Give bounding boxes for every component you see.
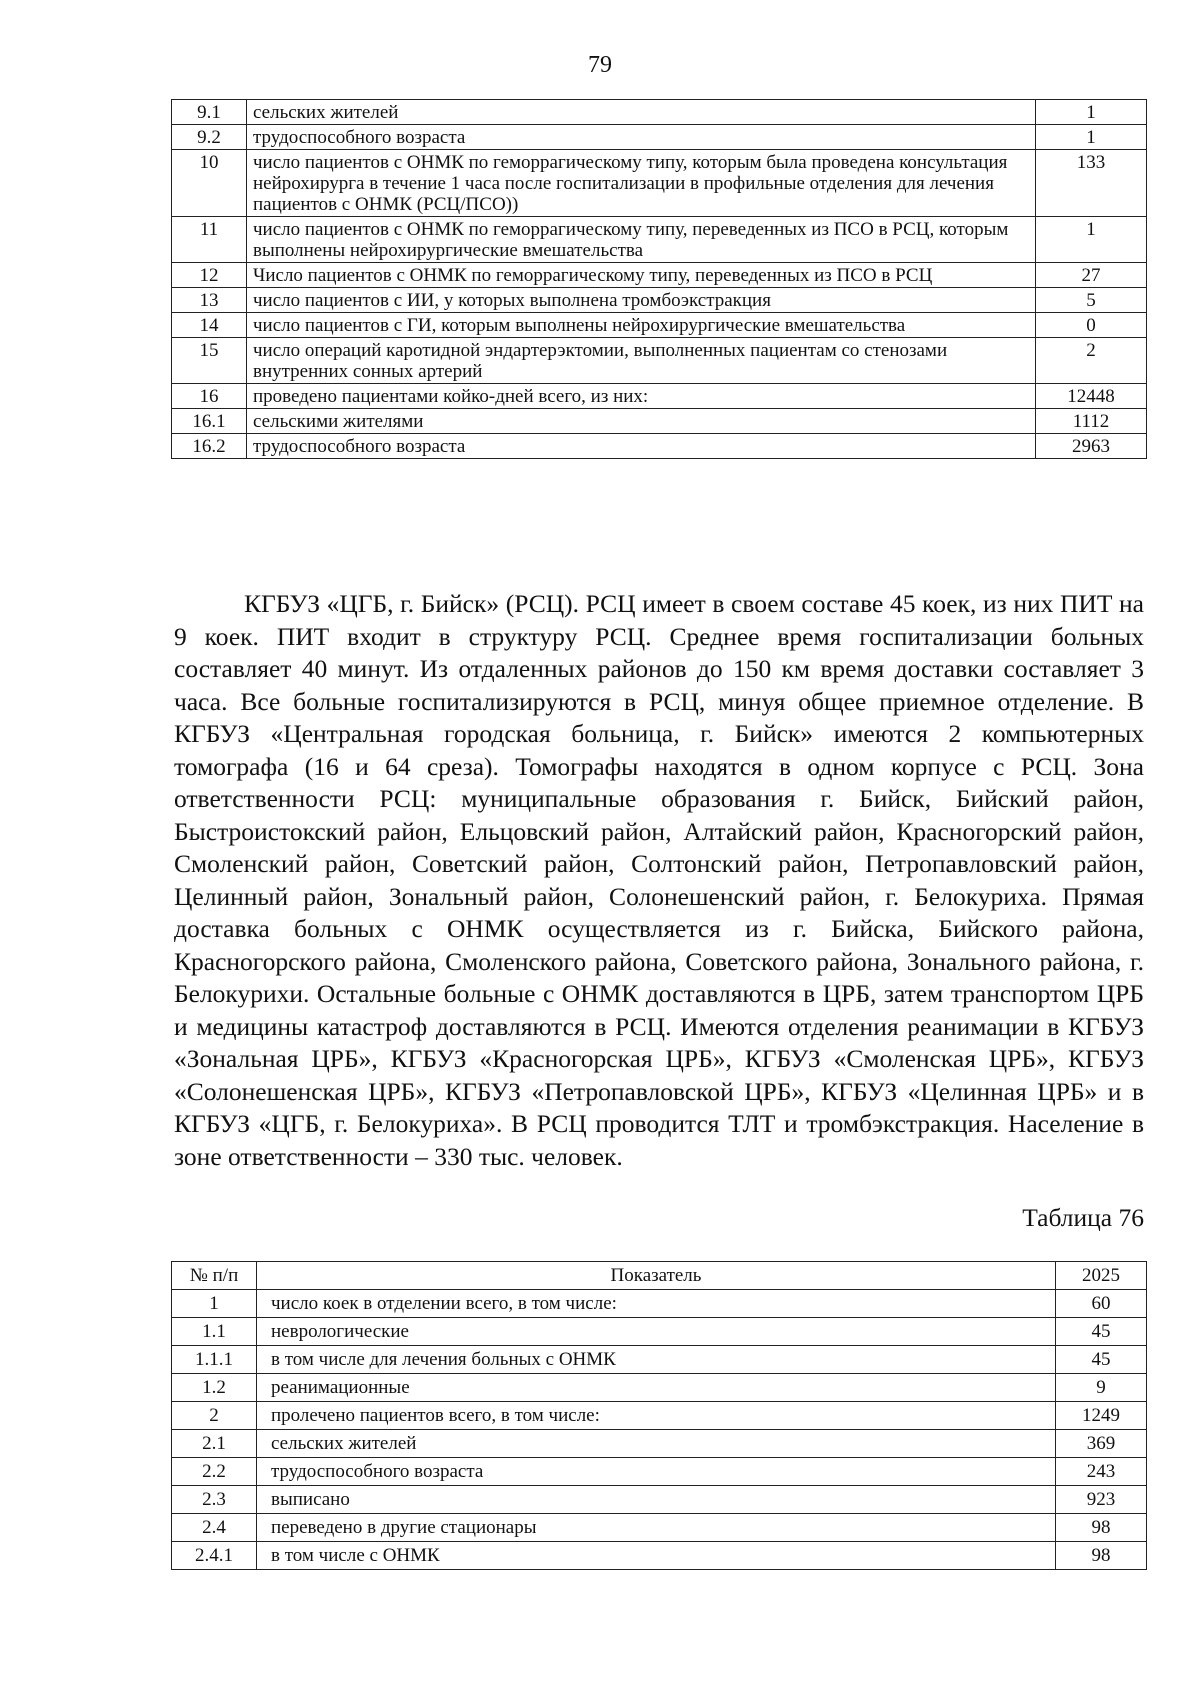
row-label: выписано <box>257 1486 1056 1514</box>
row-number: 1.2 <box>172 1374 257 1402</box>
row-label: трудоспособного возраста <box>247 434 1036 459</box>
table-row <box>172 1514 1147 1542</box>
indicators-table-continued <box>171 99 1147 459</box>
table-caption: Таблица 76 <box>1022 1203 1144 1232</box>
row-number: 13 <box>172 288 247 313</box>
page-number: 79 <box>588 52 612 78</box>
row-label: пролечено пациентов всего, в том числе: <box>257 1402 1056 1430</box>
header-num: № п/п <box>172 1262 257 1290</box>
row-value: 243 <box>1056 1458 1147 1486</box>
table-row <box>172 1486 1147 1514</box>
row-label: переведено в другие стационары <box>257 1514 1056 1542</box>
row-label: в том числе с ОНМК <box>257 1542 1056 1570</box>
row-number: 16.2 <box>172 434 247 459</box>
row-label: число пациентов с ГИ, которым выполнены нейрохирургические вмешательства <box>247 313 1036 338</box>
row-value: 12448 <box>1036 384 1147 409</box>
row-value: 133 <box>1036 150 1147 217</box>
row-label: число пациентов с ИИ, у которых выполнена тромбоэкстракция <box>247 288 1036 313</box>
table-row <box>172 434 1147 459</box>
table-row <box>172 150 1147 217</box>
row-number: 10 <box>172 150 247 217</box>
row-label: трудоспособного возраста <box>247 125 1036 150</box>
header-value: 2025 <box>1056 1262 1147 1290</box>
row-value: 9 <box>1056 1374 1147 1402</box>
table-row <box>172 217 1147 263</box>
row-value: 1 <box>1036 217 1147 263</box>
row-value: 1249 <box>1056 1402 1147 1430</box>
row-label: Число пациентов с ОНМК по геморрагическому типу, переведенных из ПСО в РСЦ <box>247 263 1036 288</box>
table-row <box>172 338 1147 384</box>
row-label: число коек в отделении всего, в том числе: <box>257 1290 1056 1318</box>
table-row <box>172 313 1147 338</box>
row-number: 2 <box>172 1402 257 1430</box>
row-number: 1 <box>172 1290 257 1318</box>
row-label: сельскими жителями <box>247 409 1036 434</box>
row-number: 1.1.1 <box>172 1346 257 1374</box>
row-number: 16.1 <box>172 409 247 434</box>
row-number: 11 <box>172 217 247 263</box>
table-row <box>172 1318 1147 1346</box>
row-number: 9.2 <box>172 125 247 150</box>
row-value: 1112 <box>1036 409 1147 434</box>
table-row <box>172 263 1147 288</box>
indicators-table-76 <box>171 1261 1147 1570</box>
row-label: трудоспособного возраста <box>257 1458 1056 1486</box>
row-number: 2.4.1 <box>172 1542 257 1570</box>
table-row <box>172 1458 1147 1486</box>
row-value: 369 <box>1056 1430 1147 1458</box>
row-number: 12 <box>172 263 247 288</box>
row-value: 27 <box>1036 263 1147 288</box>
row-label: число операций каротидной эндартерэктомии, выполненных пациентам со стенозами внутренних сонных артерий <box>247 338 1036 384</box>
row-number: 16 <box>172 384 247 409</box>
row-value: 45 <box>1056 1318 1147 1346</box>
row-value: 60 <box>1056 1290 1147 1318</box>
row-number: 2.2 <box>172 1458 257 1486</box>
table-row <box>172 125 1147 150</box>
table-row <box>172 1402 1147 1430</box>
row-value: 2963 <box>1036 434 1147 459</box>
row-number: 14 <box>172 313 247 338</box>
table-row <box>172 1290 1147 1318</box>
header-label: Показатель <box>257 1262 1056 1290</box>
table-row <box>172 100 1147 125</box>
table-header-row <box>172 1262 1147 1290</box>
row-value: 45 <box>1056 1346 1147 1374</box>
table-row <box>172 384 1147 409</box>
row-label: число пациентов с ОНМК по геморрагическому типу, переведенных из ПСО в РСЦ, которым выполнены нейрохирургические вмешательства <box>247 217 1036 263</box>
row-value: 923 <box>1056 1486 1147 1514</box>
table-row <box>172 409 1147 434</box>
row-value: 98 <box>1056 1542 1147 1570</box>
row-value: 0 <box>1036 313 1147 338</box>
table-row <box>172 1542 1147 1570</box>
row-value: 2 <box>1036 338 1147 384</box>
table-row <box>172 1346 1147 1374</box>
row-label: сельских жителей <box>247 100 1036 125</box>
row-value: 5 <box>1036 288 1147 313</box>
row-number: 2.1 <box>172 1430 257 1458</box>
row-number: 2.3 <box>172 1486 257 1514</box>
row-value: 1 <box>1036 125 1147 150</box>
row-value: 1 <box>1036 100 1147 125</box>
body-paragraph: КГБУЗ «ЦГБ, г. Бийск» (РСЦ). РСЦ имеет в своем составе 45 коек, из них ПИТ на 9 коек. ПИТ входит в структуру РСЦ. Среднее время госпитализации больных составляет 40 минут. Из отдаленных районов до 150 км время доставки составляет 3 часа. Все больные госпитализируются в РСЦ, минуя общее приемное отделение. В КГБУЗ «Центральная городская больница, г. Бийск» имеются 2 компьютерных томографа (16 и 64 среза). Томографы находятся в одном корпусе с РСЦ. Зона ответственности РСЦ: муниципальные образования г. Бийск, Бийский район, Быстроистокский район, Ельцовский район, Алтайский район, Красногорский район, Смоленский район, Советский район, Солтонский район, Петропавловский район, Целинный район, Зональный район, Солонешенский район, г. Белокуриха. Прямая доставка больных с ОНМК осуществляется из г. Бийска, Бийского района, Красногорского района, Смоленского района, Советского района, Зонального района, г. Белокурихи. Остальные больные с ОНМК доставляются в ЦРБ, затем транспортом ЦРБ и медицины катастроф доставляются в РСЦ. Имеются отделения реанимации в КГБУЗ «Зональная ЦРБ», КГБУЗ «Красногорская ЦРБ», КГБУЗ «Смоленская ЦРБ», КГБУЗ «Солонешенская ЦРБ», КГБУЗ «Петропавловской ЦРБ», КГБУЗ «Целинная ЦРБ» и в КГБУЗ «ЦГБ, г. Белокуриха». В РСЦ проводится ТЛТ и тромбэкстракция. Население в зоне ответственности – 330 тыс. человек. <box>174 589 1144 1171</box>
table-row <box>172 288 1147 313</box>
row-label: проведено пациентами койко-дней всего, из них: <box>247 384 1036 409</box>
row-label: число пациентов с ОНМК по геморрагическому типу, которым была проведена консультация нейрохирурга в течение 1 часа после госпитализации в профильные отделения для лечения пациентов с ОНМК (РСЦ/ПСО)) <box>247 150 1036 217</box>
row-number: 1.1 <box>172 1318 257 1346</box>
row-number: 15 <box>172 338 247 384</box>
row-label: в том числе для лечения больных с ОНМК <box>257 1346 1056 1374</box>
row-label: реанимационные <box>257 1374 1056 1402</box>
row-number: 2.4 <box>172 1514 257 1542</box>
row-label: неврологические <box>257 1318 1056 1346</box>
table-row <box>172 1374 1147 1402</box>
row-label: сельских жителей <box>257 1430 1056 1458</box>
table-row <box>172 1430 1147 1458</box>
row-value: 98 <box>1056 1514 1147 1542</box>
row-number: 9.1 <box>172 100 247 125</box>
